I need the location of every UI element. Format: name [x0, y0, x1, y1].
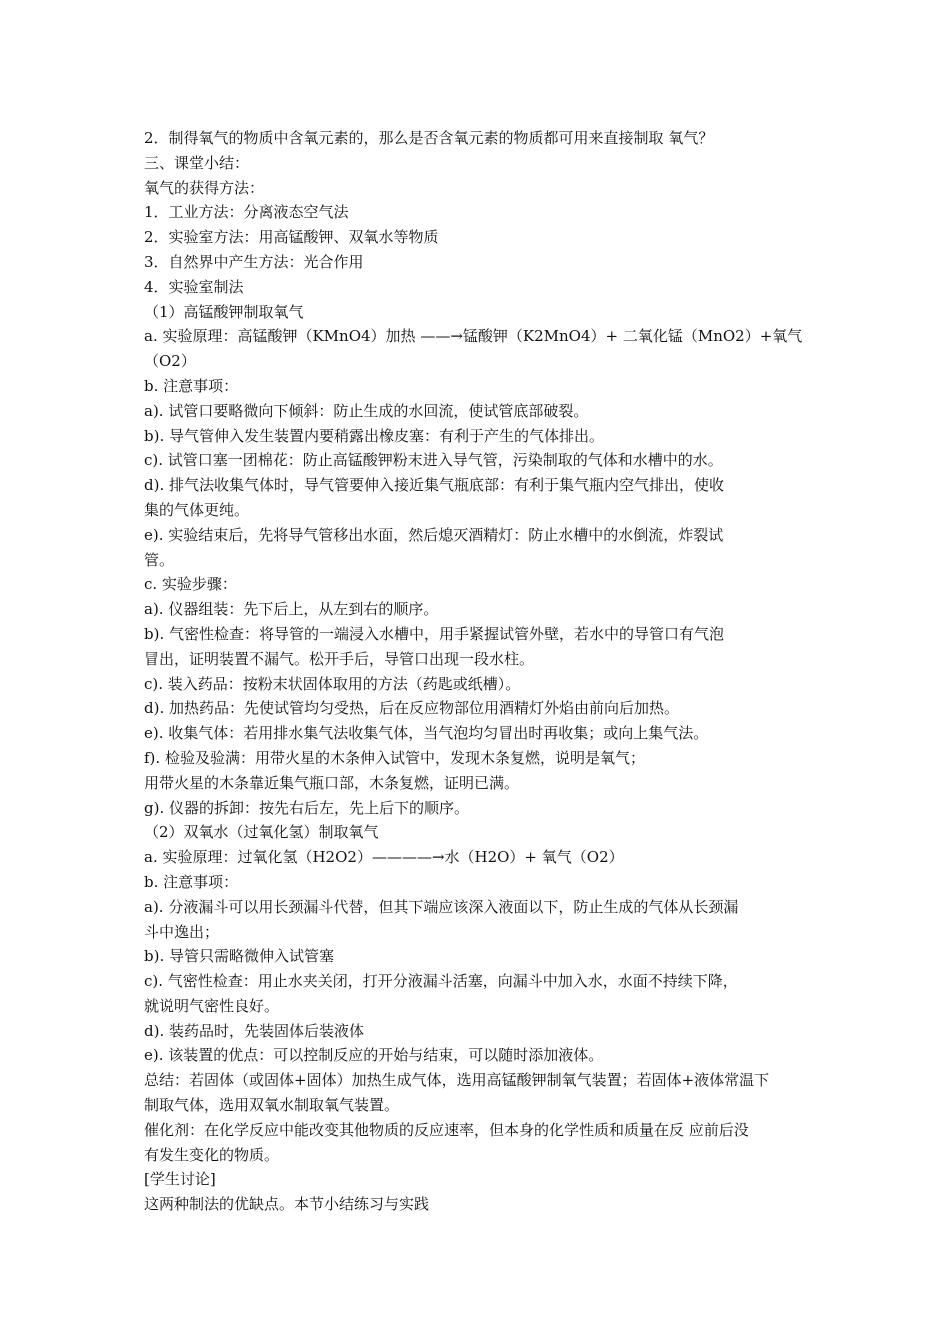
document-body [144, 126, 812, 1217]
text-line: 冒出，证明装置不漏气。松开手后，导管口出现一段水柱。 [144, 649, 535, 668]
text-line: b. 注意事项： [144, 872, 239, 891]
text-line: 这两种制法的优缺点。本节小结练习与实践 [144, 1195, 430, 1214]
text-line: 氧气的获得方法： [144, 178, 265, 197]
text-line: c. 实验步骤： [144, 575, 237, 594]
text-line: a. 实验原理：高锰酸钾（KMnO4）加热 ——→锰酸钾（K2MnO4）+ 二氧化锰（MnO2）+氧气 [144, 327, 803, 346]
text-line: d). 加热药品：先使试管均匀受热，后在反应物部位用酒精灯外焰由前向后加热。 [144, 699, 679, 718]
text-line: f). 检验及验满：用带火星的木条伸入试管中，发现木条复燃，说明是氧气； [144, 748, 645, 767]
text-line: 集的气体更纯。 [144, 500, 250, 519]
text-line: 就说明气密性良好。 [144, 996, 280, 1015]
text-line: 用带火星的木条靠近集气瓶口部，木条复燃，证明已满。 [144, 773, 520, 792]
text-line: a). 仪器组装：先下后上，从左到右的顺序。 [144, 600, 439, 619]
text-line: c). 试管口塞一团棉花：防止高锰酸钾粉末进入导气管，污染制取的气体和水槽中的水。 [144, 451, 723, 470]
text-line: 4．实验室制法 [144, 277, 244, 296]
text-line: a). 分液漏斗可以用长颈漏斗代替，但其下端应该深入液面以下，防止生成的气体从长颈漏 [144, 897, 739, 916]
text-line: 催化剂：在化学反应中能改变其他物质的反应速率，但本身的化学性质和质量在反 应前后没 [144, 1120, 749, 1139]
text-line: c). 气密性检查：用止水夹关闭，打开分液漏斗活塞，向漏斗中加入水，水面不持续下降， [144, 972, 738, 991]
text-line: d). 排气法收集气体时，导气管要伸入接近集气瓶底部：有利于集气瓶内空气排出，使收 [144, 476, 724, 495]
text-line: e). 实验结束后，先将导气管移出水面，然后熄灭酒精灯：防止水槽中的水倒流，炸裂试 [144, 525, 724, 544]
text-line: 1．工业方法：分离液态空气法 [144, 203, 349, 222]
text-line: a). 试管口要略微向下倾斜：防止生成的水回流，使试管底部破裂。 [144, 401, 589, 420]
text-line: 2．实验室方法：用高锰酸钾、双氧水等物质 [144, 228, 439, 247]
text-line: b). 导气管伸入发生装置内要稍露出橡皮塞：有利于产生的气体排出。 [144, 426, 604, 445]
text-line: 三、课堂小结： [144, 153, 250, 172]
text-line: （O2） [144, 352, 196, 371]
text-line: e). 收集气体：若用排水集气法收集气体，当气泡均匀冒出时再收集；或向上集气法。 [144, 724, 709, 743]
text-line: 2．制得氧气的物质中含氧元素的，那么是否含氧元素的物质都可用来直接制取 氧气？ [144, 129, 714, 147]
text-line: c). 装入药品：按粉末状固体取用的方法（药匙或纸槽）。 [144, 674, 521, 693]
text-line: 制取气体，选用双氧水制取氧气装置。 [144, 1096, 400, 1115]
text-line: [学生讨论] [144, 1170, 216, 1189]
text-line: e). 该装置的优点：可以控制反应的开始与结束，可以随时添加液体。 [144, 1046, 604, 1065]
text-line: a. 实验原理：过氧化氢（H2O2）————→水（H2O）+ 氧气（O2） [144, 848, 624, 867]
text-line: 总结：若固体（或固体+固体）加热生成气体，选用高锰酸钾制氧气装置；若固体+液体常温下 [144, 1071, 770, 1090]
text-line: b. 注意事项： [144, 376, 239, 395]
text-line: b). 导管只需略微伸入试管塞 [144, 947, 334, 966]
text-line: （2）双氧水（过氧化氢）制取氧气 [144, 823, 379, 842]
text-line: 斗中逸出； [144, 922, 220, 941]
text-line: g). 仪器的拆卸：按先右后左，先上后下的顺序。 [144, 798, 469, 817]
text-line: 有发生变化的物质。 [144, 1145, 280, 1164]
text-line: 3．自然界中产生方法：光合作用 [144, 252, 364, 271]
text-line: d). 装药品时，先装固体后装液体 [144, 1021, 364, 1040]
text-line: b). 气密性检查：将导管的一端浸入水槽中，用手紧握试管外壁，若水中的导管口有气泡 [144, 624, 724, 643]
text-line: 管。 [144, 550, 175, 569]
text-line: （1）高锰酸钾制取氧气 [144, 302, 304, 321]
